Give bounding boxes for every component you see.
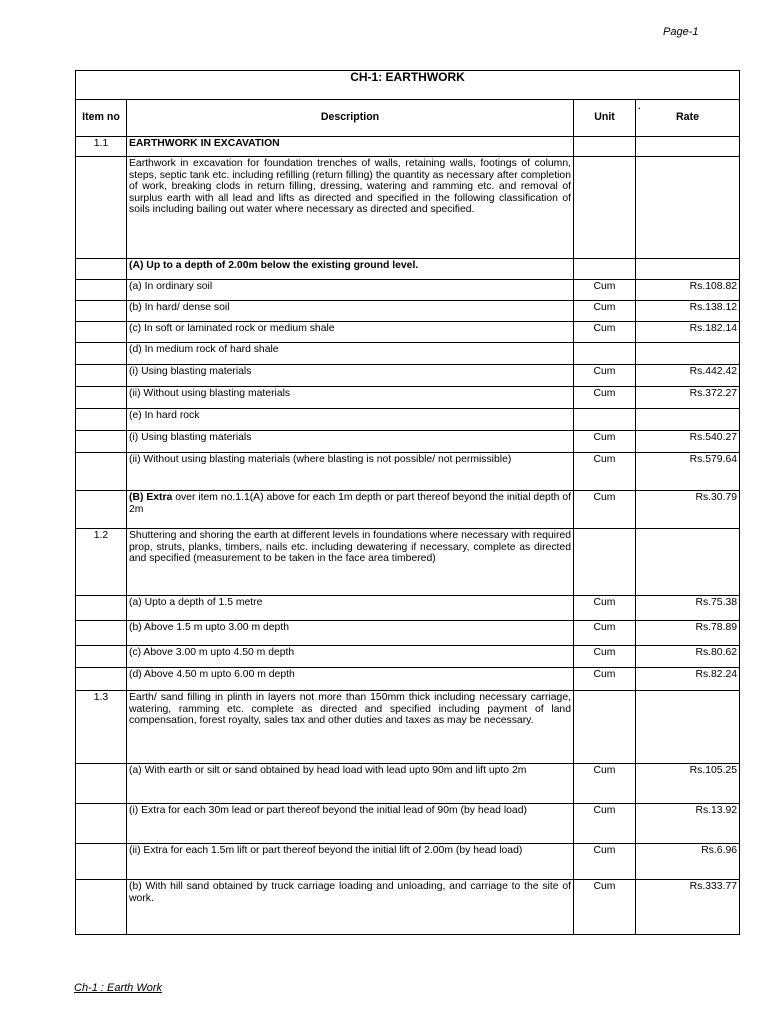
row-rate [636, 259, 740, 280]
table-row [76, 880, 740, 935]
item-number: 1.1 [76, 137, 127, 157]
row-rate: Rs.75.38 [636, 596, 740, 621]
item-number [76, 409, 127, 431]
row-rate: Rs.78.89 [636, 621, 740, 646]
table-row [76, 157, 740, 259]
row-description: EARTHWORK IN EXCAVATION [127, 137, 574, 157]
table-row [76, 529, 740, 596]
table-row [76, 322, 740, 343]
row-description: (c) In soft or laminated rock or medium shale [127, 322, 574, 343]
row-description: Earthwork in excavation for foundation trenches of walls, retaining walls, footings of column, steps, septic tank etc. including refilling (return filling) the quantity as necessary after completion of work, breaking clods in return filling, dressing, watering and ramming etc. and removal of surplus earth with all lead and lifts as directed and specified in the following classification of soils including bailing out water where necessary as directed and specified. [127, 157, 574, 259]
row-description: (b) Above 1.5 m upto 3.00 m depth [127, 621, 574, 646]
row-rate: Rs.540.27 [636, 431, 740, 453]
row-unit: Cum [574, 844, 636, 880]
table-title: CH-1: EARTHWORK [76, 71, 740, 100]
row-unit [574, 409, 636, 431]
row-rate: Rs.13.92 [636, 804, 740, 844]
row-rate: Rs.80.62 [636, 646, 740, 668]
row-unit [574, 343, 636, 365]
row-rate: Rs.182.14 [636, 322, 740, 343]
item-number [76, 280, 127, 301]
row-unit: Cum [574, 764, 636, 804]
item-number [76, 844, 127, 880]
row-rate: Rs.82.24 [636, 668, 740, 691]
table-row [76, 453, 740, 491]
row-rate [636, 691, 740, 764]
header-unit: Unit [574, 100, 636, 137]
table-row [76, 137, 740, 157]
item-number: 1.3 [76, 691, 127, 764]
header-row [76, 100, 740, 137]
item-number [76, 259, 127, 280]
row-description: (a) In ordinary soil [127, 280, 574, 301]
row-rate [636, 157, 740, 259]
row-description: (ii) Extra for each 1.5m lift or part thereof beyond the initial lift of 2.00m (by head load) [127, 844, 574, 880]
row-unit: Cum [574, 387, 636, 409]
item-number [76, 301, 127, 322]
extra-label: (B) Extra [129, 492, 173, 503]
row-rate [636, 529, 740, 596]
row-rate: Rs.138.12 [636, 301, 740, 322]
row-description: (a) Upto a depth of 1.5 metre [127, 596, 574, 621]
page-number: Page-1 [663, 26, 699, 38]
item-number [76, 387, 127, 409]
table-row [76, 343, 740, 365]
row-unit: Cum [574, 621, 636, 646]
row-rate [636, 343, 740, 365]
row-rate: Rs.30.79 [636, 491, 740, 529]
extra-text: over item no.1.1(A) above for each 1m depth or part thereof beyond the initial depth of 2m [129, 492, 571, 515]
header-item-no: Item no [76, 100, 127, 137]
row-unit: Cum [574, 491, 636, 529]
item-number [76, 157, 127, 259]
table-row [76, 409, 740, 431]
row-unit: Cum [574, 431, 636, 453]
item-number: 1.2 [76, 529, 127, 596]
row-description: (b) With hill sand obtained by truck carriage loading and unloading, and carriage to the site of work. [127, 880, 574, 935]
item-number [76, 491, 127, 529]
item-number [76, 621, 127, 646]
row-description: (b) In hard/ dense soil [127, 301, 574, 322]
row-description: (a) With earth or silt or sand obtained by head load with lead upto 90m and lift upto 2m [127, 764, 574, 804]
row-rate: Rs.6.96 [636, 844, 740, 880]
table-row [76, 844, 740, 880]
row-description: (c) Above 3.00 m upto 4.50 m depth [127, 646, 574, 668]
row-unit: Cum [574, 301, 636, 322]
item-number [76, 646, 127, 668]
table-row [76, 259, 740, 280]
row-unit: Cum [574, 668, 636, 691]
row-rate: Rs.579.64 [636, 453, 740, 491]
row-unit [574, 137, 636, 157]
rates-table [75, 70, 740, 935]
row-description: Earth/ sand filling in plinth in layers not more than 150mm thick including necessary carriage, watering, ramming etc. complete as directed and specified including payment of land compensation, forest royalty, sales tax and other duties and taxes as may be necessary. [127, 691, 574, 764]
table-row [76, 691, 740, 764]
row-unit: Cum [574, 646, 636, 668]
header-description: Description [127, 100, 574, 137]
row-description: (e) In hard rock [127, 409, 574, 431]
row-description: (i) Using blasting materials [127, 365, 574, 387]
row-rate: Rs.442.42 [636, 365, 740, 387]
item-number [76, 668, 127, 691]
row-rate: Rs.333.77 [636, 880, 740, 935]
row-unit: Cum [574, 596, 636, 621]
row-rate: Rs.372.27 [636, 387, 740, 409]
footer-chapter-label: Ch-1 : Earth Work [74, 982, 163, 994]
row-description: (d) In medium rock of hard shale [127, 343, 574, 365]
table-row [76, 280, 740, 301]
row-unit: Cum [574, 322, 636, 343]
table-row [76, 301, 740, 322]
row-unit: Cum [574, 880, 636, 935]
item-number [76, 804, 127, 844]
row-unit: Cum [574, 280, 636, 301]
table-row [76, 764, 740, 804]
item-number [76, 453, 127, 491]
row-description: (ii) Without using blasting materials (where blasting is not possible/ not permissible) [127, 453, 574, 491]
row-unit [574, 259, 636, 280]
row-unit: Cum [574, 365, 636, 387]
row-description: (i) Using blasting materials [127, 431, 574, 453]
row-description: (ii) Without using blasting materials [127, 387, 574, 409]
row-rate: Rs.108.82 [636, 280, 740, 301]
table-row [76, 491, 740, 529]
row-unit [574, 691, 636, 764]
row-unit [574, 157, 636, 259]
row-description: Shuttering and shoring the earth at different levels in foundations where necessary with required prop, struts, planks, timbers, nails etc. including dewatering if necessary, complete as directed and specified (measurement to be taken in the face area timbered) [127, 529, 574, 596]
table-row [76, 804, 740, 844]
table-row [76, 431, 740, 453]
row-rate [636, 409, 740, 431]
row-description: (d) Above 4.50 m upto 6.00 m depth [127, 668, 574, 691]
table-row [76, 365, 740, 387]
row-unit: Cum [574, 804, 636, 844]
item-number [76, 365, 127, 387]
row-description: (A) Up to a depth of 2.00m below the existing ground level. [127, 259, 574, 280]
row-rate: Rs.105.25 [636, 764, 740, 804]
header-rate-mark: . [638, 101, 641, 111]
row-unit: Cum [574, 453, 636, 491]
header-rate [636, 100, 740, 137]
item-number [76, 343, 127, 365]
table-row [76, 646, 740, 668]
table-row [76, 596, 740, 621]
row-unit [574, 529, 636, 596]
item-number [76, 880, 127, 935]
table-row [76, 668, 740, 691]
table-row [76, 621, 740, 646]
item-number [76, 596, 127, 621]
row-description: (i) Extra for each 30m lead or part thereof beyond the initial lead of 90m (by head load) [127, 804, 574, 844]
row-description [127, 491, 574, 529]
item-number [76, 764, 127, 804]
item-number [76, 322, 127, 343]
item-number [76, 431, 127, 453]
header-rate-label: Rate [676, 111, 699, 124]
table-row [76, 387, 740, 409]
row-rate [636, 137, 740, 157]
